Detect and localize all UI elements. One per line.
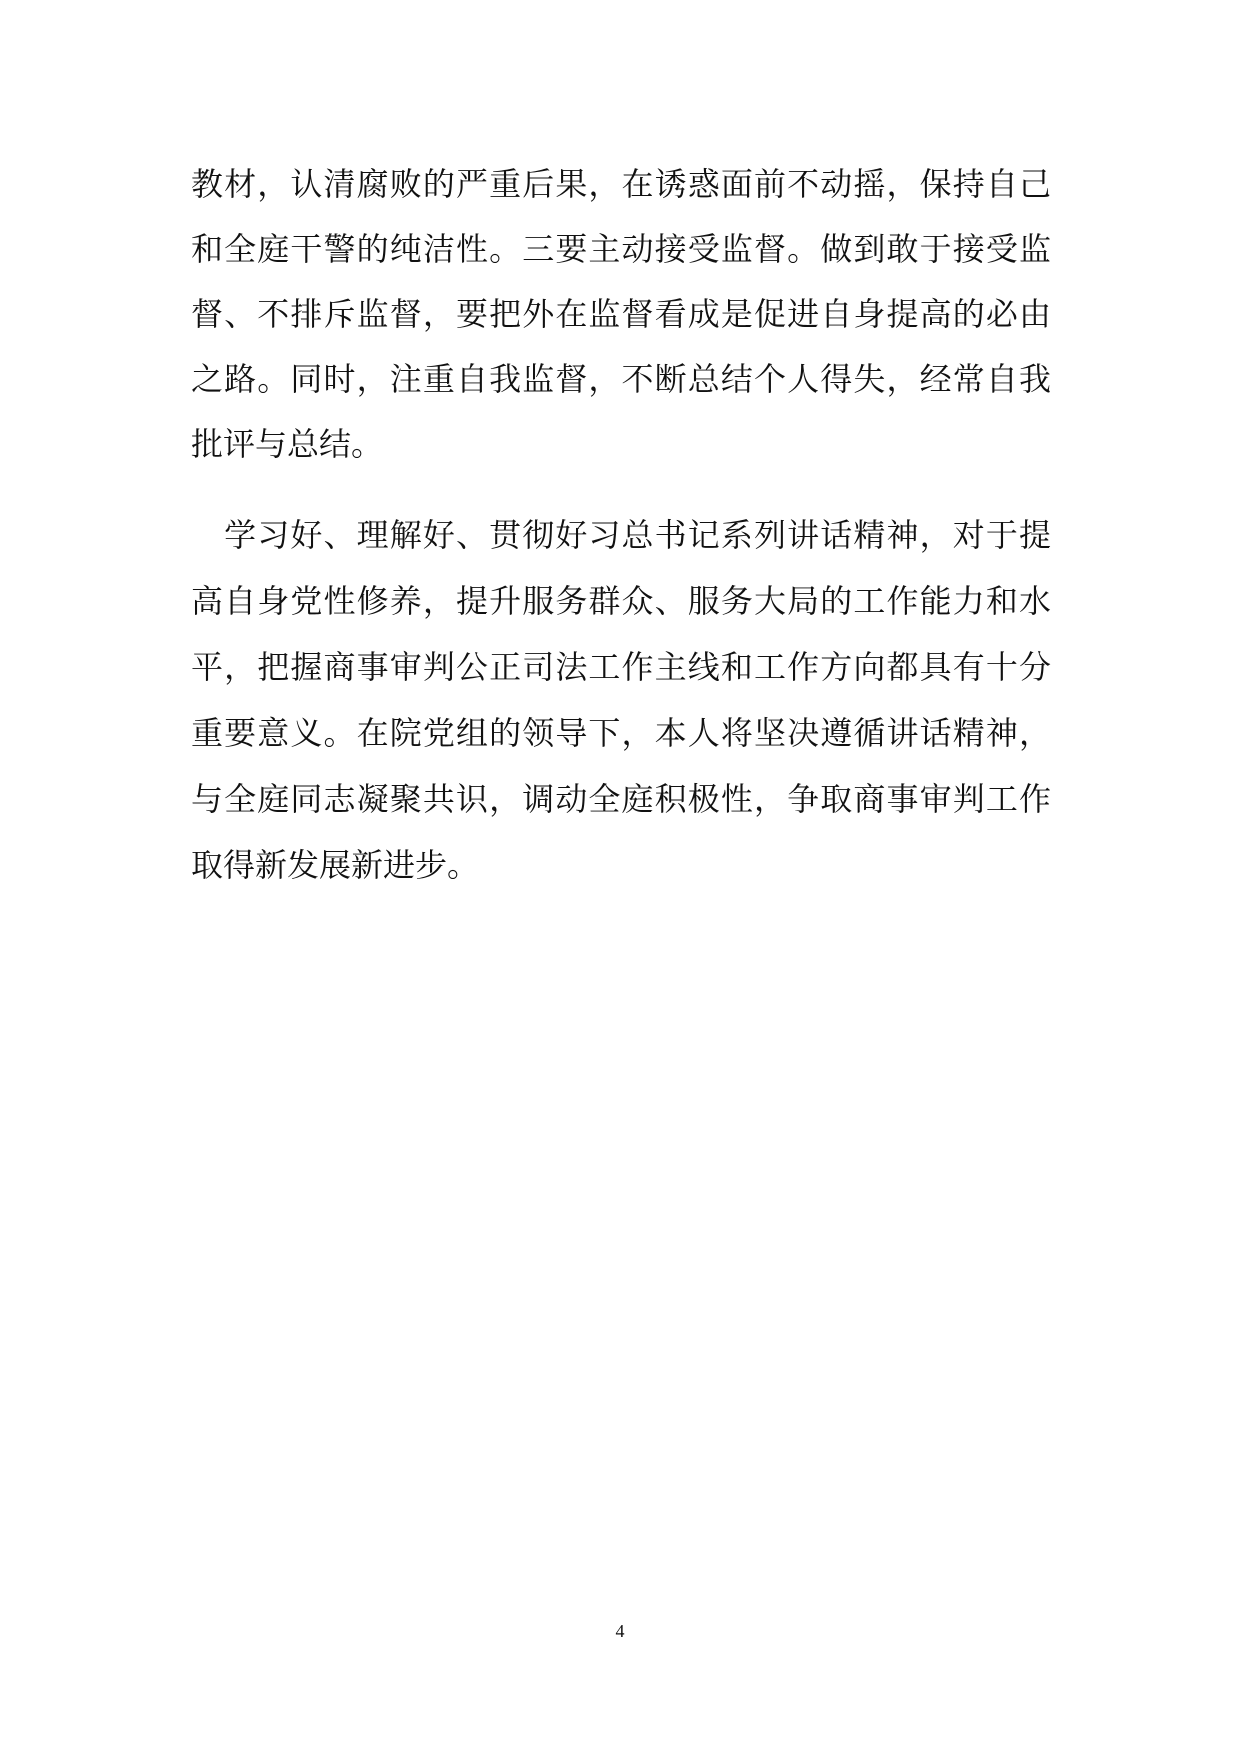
paragraph-2-line-2: 高自身党性修养，提升服务群众、服务大局的工作能力和水 — [191, 582, 1051, 620]
paragraph-2-line-6: 取得新发展新进步。 — [191, 846, 480, 884]
paragraph-2-line-1: 学习好、理解好、贯彻好习总书记系列讲话精神，对于提 — [191, 516, 1051, 554]
paragraph-1-line-4: 之路。同时，注重自我监督，不断总结个人得失，经常自我 — [191, 360, 1051, 398]
paragraph-2-line-3: 平，把握商事审判公正司法工作主线和工作方向都具有十分 — [191, 648, 1051, 686]
paragraph-2-line-4: 重要意义。在院党组的领导下，本人将坚决遵循讲话精神， — [191, 714, 1051, 752]
paragraph-2-line-5: 与全庭同志凝聚共识，调动全庭积极性，争取商事审判工作 — [191, 780, 1051, 818]
page-number: 4 — [615, 1621, 625, 1641]
paragraph-1-line-1: 教材，认清腐败的严重后果，在诱惑面前不动摇，保持自己 — [191, 165, 1051, 203]
paragraph-1-line-5: 批评与总结。 — [191, 425, 384, 463]
paragraph-1-line-2: 和全庭干警的纯洁性。三要主动接受监督。做到敢于接受监 — [191, 230, 1051, 268]
paragraph-1-line-3: 督、不排斥监督，要把外在监督看成是促进自身提高的必由 — [191, 295, 1051, 333]
